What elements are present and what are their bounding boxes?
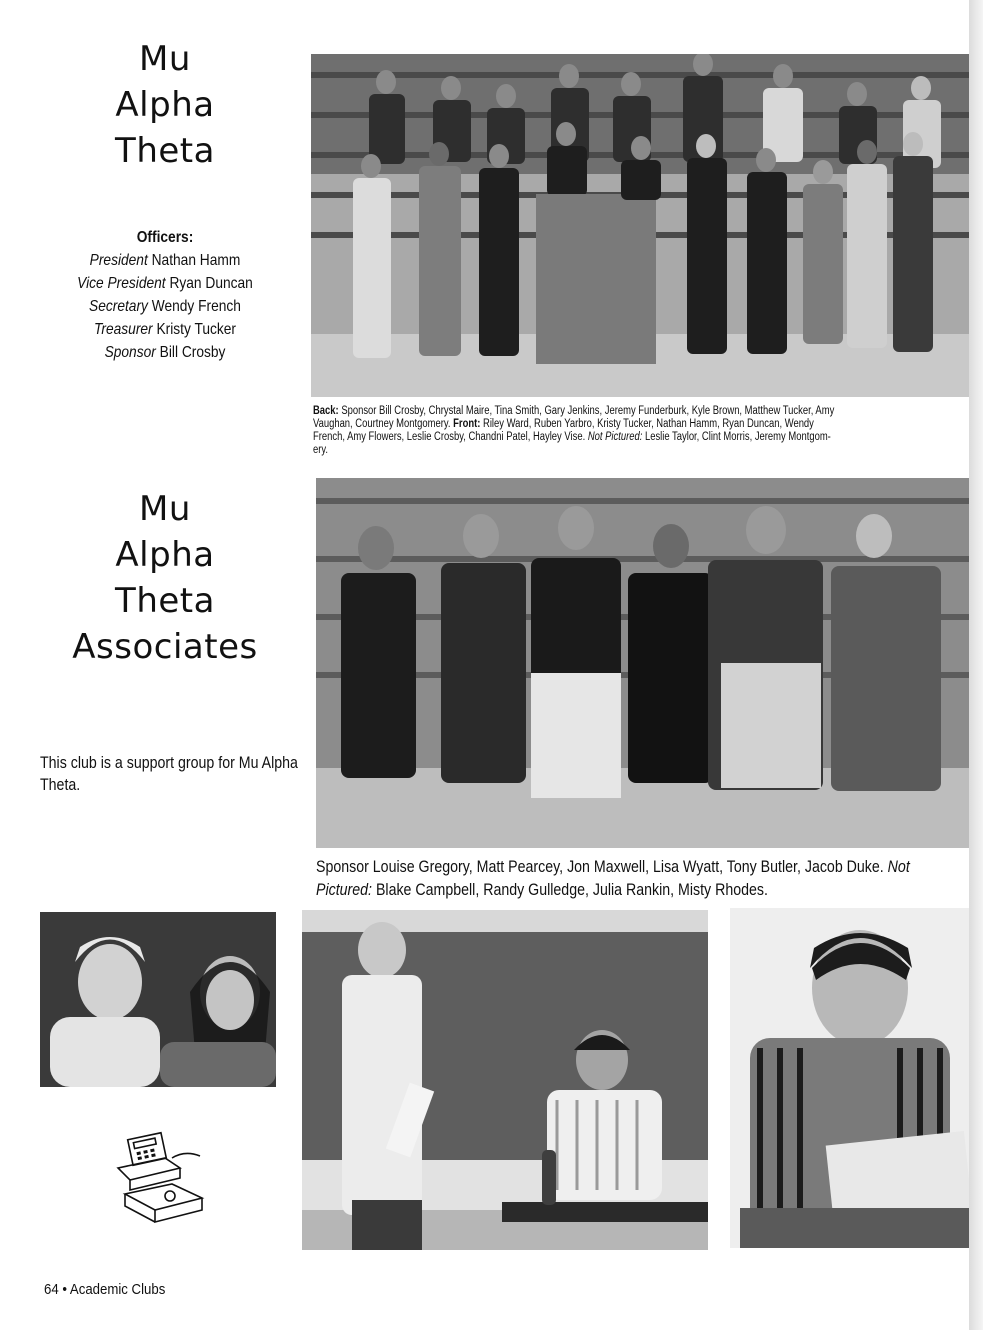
title-line: Alpha bbox=[115, 535, 215, 575]
caption-line bbox=[316, 879, 983, 902]
officer-name: Bill Crosby bbox=[159, 344, 226, 361]
title-line: Associates bbox=[72, 627, 258, 667]
front-names-cont: French, Amy Flowers, Leslie Crosby, Chandni Patel, Hayley Vise. bbox=[313, 431, 586, 443]
books-calculator-clipart bbox=[110, 1128, 210, 1228]
officer-entry bbox=[58, 318, 273, 341]
title-line: Mu bbox=[139, 489, 191, 529]
mu-alpha-theta-title bbox=[90, 36, 240, 174]
associates-caption bbox=[316, 856, 983, 902]
front-names: Riley Ward, Ruben Yarbro, Kristy Tucker, Nathan Hamm, Ryan Duncan, Wendy bbox=[483, 418, 814, 430]
officer-name: Ryan Duncan bbox=[169, 275, 253, 292]
caption-line: ery. bbox=[313, 444, 329, 456]
not-pictured-label-cont: Pictured: bbox=[316, 881, 373, 899]
officer-entry bbox=[58, 272, 273, 295]
title-line: Mu bbox=[139, 39, 191, 79]
officers-list bbox=[58, 226, 273, 364]
not-pictured-label: Not Pictured: bbox=[587, 431, 643, 443]
back-names: Sponsor Bill Crosby, Chrystal Maire, Tina Smith, Gary Jenkins, Jeremy Funderburk, Kyle Brown, Matthew Tucker, Amy bbox=[341, 405, 835, 417]
footer-bullet: • bbox=[62, 1281, 67, 1298]
caption-line bbox=[313, 418, 969, 431]
not-pictured-names: Blake Campbell, Randy Gulledge, Julia Rankin, Misty Rhodes. bbox=[375, 881, 768, 899]
mu-alpha-theta-group-photo bbox=[311, 54, 969, 397]
officer-role: Secretary bbox=[89, 298, 148, 315]
caption-line bbox=[313, 405, 969, 418]
officer-name: Nathan Hamm bbox=[151, 252, 241, 269]
officer-name: Wendy French bbox=[151, 298, 241, 315]
officer-entry bbox=[58, 295, 273, 318]
back-names-cont: Vaughan, Courtney Montgomery. bbox=[313, 418, 451, 430]
title-line: Theta bbox=[115, 131, 215, 171]
caption-line bbox=[313, 431, 969, 444]
student-reading-photo bbox=[730, 908, 969, 1248]
page-number: 64 bbox=[44, 1281, 59, 1298]
title-line: Theta bbox=[115, 581, 215, 621]
not-pictured-label: Not bbox=[887, 858, 910, 876]
caption-line bbox=[316, 856, 983, 879]
officer-role: Vice President bbox=[77, 275, 166, 292]
title-line: Alpha bbox=[115, 85, 215, 125]
officer-entry bbox=[58, 249, 273, 272]
section-name: Academic Clubs bbox=[69, 1281, 166, 1298]
officer-name: Kristy Tucker bbox=[156, 321, 236, 338]
officer-role: Treasurer bbox=[94, 321, 153, 338]
back-label: Back: bbox=[313, 405, 339, 417]
page-edge-shadow bbox=[969, 0, 983, 1330]
officer-role: President bbox=[89, 252, 148, 269]
associates-group-photo bbox=[316, 478, 969, 848]
mu-alpha-theta-caption bbox=[313, 405, 969, 457]
associates-title bbox=[55, 486, 275, 670]
classroom-photo bbox=[302, 910, 708, 1250]
associates-names: Sponsor Louise Gregory, Matt Pearcey, Jon Maxwell, Lisa Wyatt, Tony Butler, Jacob Duke. bbox=[316, 858, 884, 876]
front-label: Front: bbox=[453, 418, 481, 430]
candid-photo-two-girls bbox=[40, 912, 276, 1087]
associates-description: This club is a support group for Mu Alpha Theta. bbox=[40, 754, 298, 794]
page-footer bbox=[44, 1281, 165, 1298]
officer-entry bbox=[58, 341, 273, 364]
not-pictured-names: Leslie Taylor, Clint Morris, Jeremy Montgom- bbox=[644, 431, 831, 443]
officer-role: Sponsor bbox=[104, 344, 156, 361]
officers-heading: Officers: bbox=[136, 229, 194, 246]
